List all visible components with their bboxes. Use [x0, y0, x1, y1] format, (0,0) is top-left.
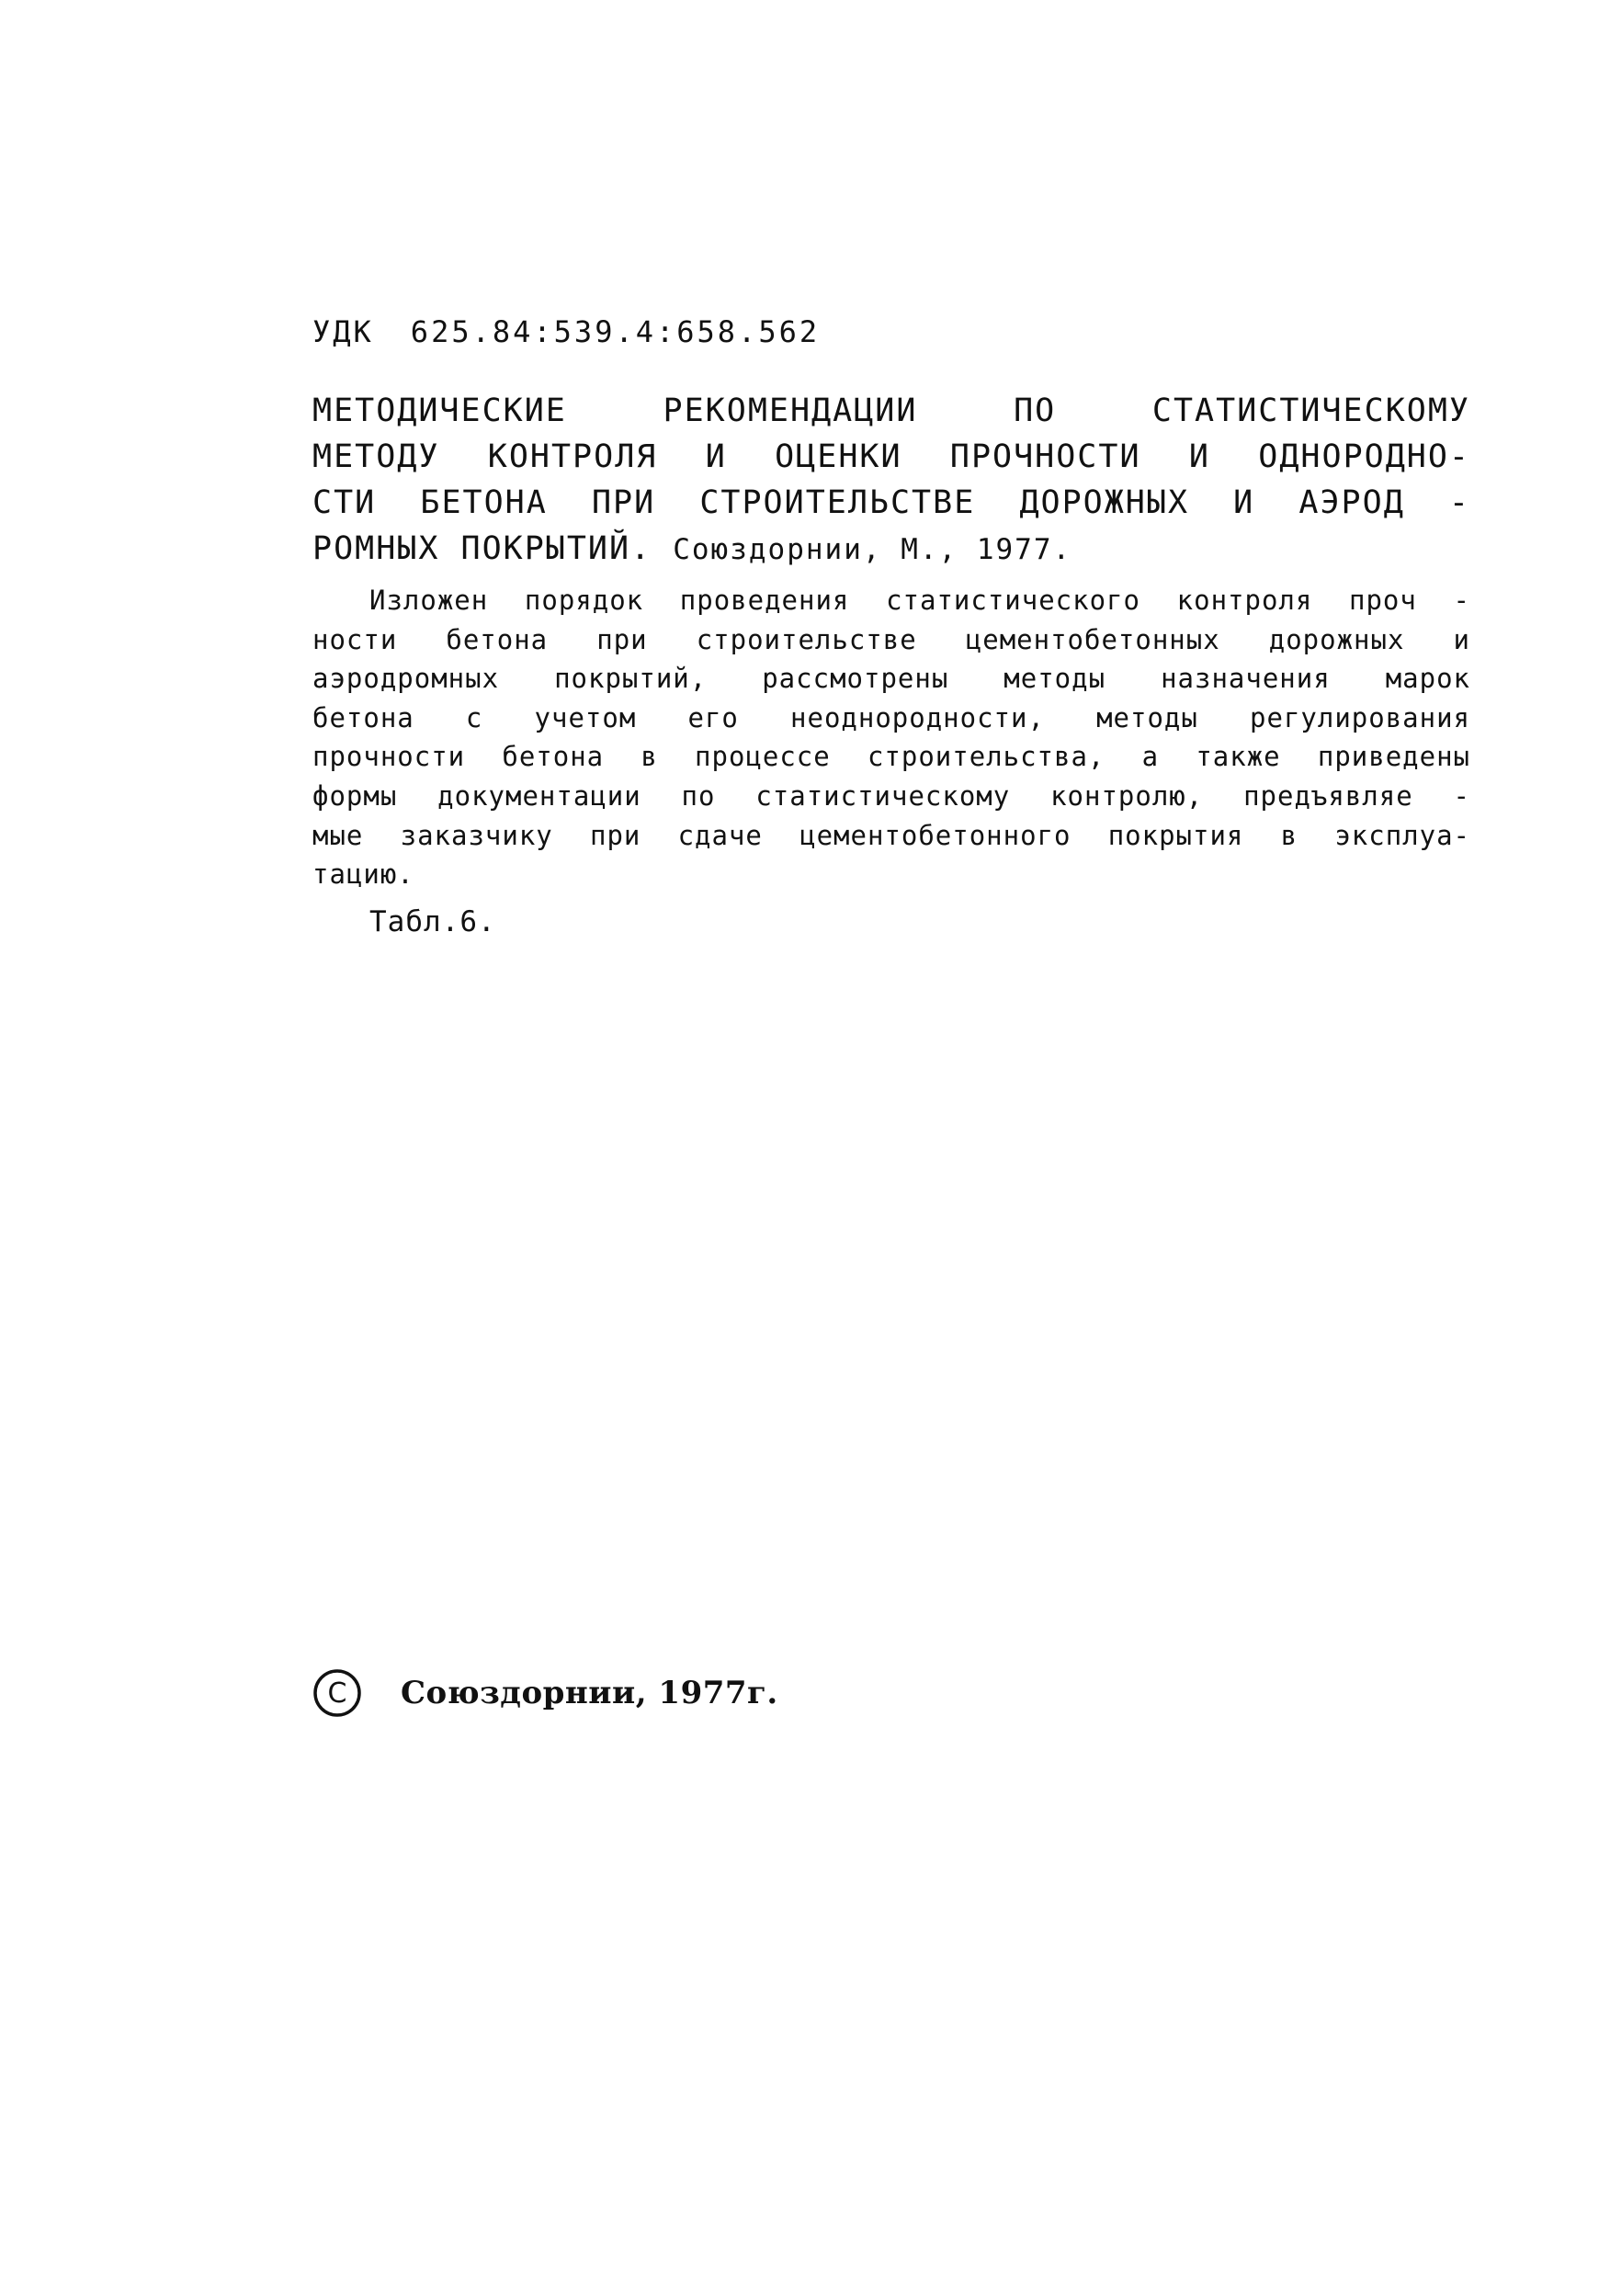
abstract-line: ности бетона при строительстве цементобетонных дорожных и: [312, 623, 1470, 655]
abstract: [312, 581, 1470, 942]
copyright-icon: [312, 1668, 362, 1718]
title-line: СТИ БЕТОНА ПРИ СТРОИТЕЛЬСТВЕ ДОРОЖНЫХ И АЭРОД -: [312, 484, 1470, 521]
title-line-last: [312, 526, 1470, 573]
bibliographic-title: [312, 388, 1470, 573]
abstract-line: аэродромных покрытий, рассмотрены методы назначения марок: [312, 663, 1470, 695]
abstract-line: прочности бетона в процессе строительства, а также приведены: [312, 741, 1470, 773]
abstract-line: Изложен порядок проведения статистического контроля проч -: [369, 585, 1470, 616]
title-line: МЕТОДУ КОНТРОЛЯ И ОЦЕНКИ ПРОЧНОСТИ И ОДНОРОДНО-: [312, 438, 1470, 475]
abstract-line: тацию.: [312, 858, 414, 891]
title-line: РОМНЫХ ПОКРЫТИЙ.: [312, 530, 652, 567]
copyright-text: Союздорнии, 1977г.: [401, 1675, 778, 1711]
tables-count: Табл.6.: [369, 904, 496, 938]
udk-label: УДК: [312, 314, 374, 349]
abstract-line: мые заказчику при сдаче цементобетонного покрытия в эксплуа-: [312, 819, 1470, 851]
copyright-symbol: C: [327, 1677, 347, 1710]
publisher-info: Союздорнии, М., 1977.: [673, 533, 1072, 566]
title-line: МЕТОДИЧЕСКИЕ РЕКОМЕНДАЦИИ ПО СТАТИСТИЧЕСКОМУ: [312, 392, 1470, 429]
abstract-line: формы документации по статистическому контролю, предъявляе -: [312, 779, 1470, 812]
udk-code: 625.84:539.4:658.562: [410, 314, 821, 349]
udk-line: [312, 314, 820, 349]
copyright-notice: [312, 1665, 778, 1721]
abstract-line: бетона с учетом его неоднородности, методы регулирования: [312, 701, 1470, 733]
